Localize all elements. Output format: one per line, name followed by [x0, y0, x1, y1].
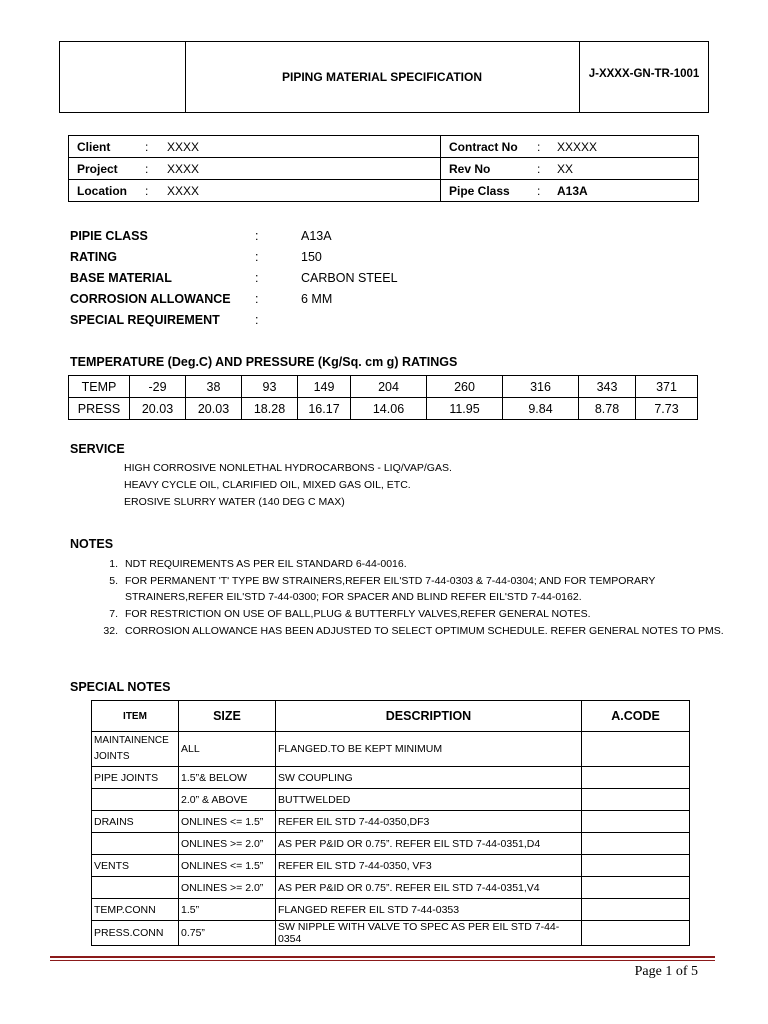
rev-value: XX: [557, 161, 574, 176]
note-number: 1.: [109, 558, 118, 570]
note-text: STRAINERS,REFER EIL'STD 7-44-0300; FOR SPACER AND BLIND REFER EIL'STD 7-44-0162.: [125, 591, 582, 603]
service-heading: SERVICE: [70, 442, 125, 456]
project-label: Project: [77, 161, 118, 176]
colon: :: [145, 183, 149, 198]
property-label: SPECIAL REQUIREMENT: [70, 313, 220, 327]
table-cell: 316: [503, 376, 579, 398]
table-cell: REFER EIL STD 7-44-0350,DF3: [276, 811, 582, 833]
client-value: XXXX: [167, 139, 200, 154]
table-cell: 149: [298, 376, 351, 398]
table-header-row: [92, 701, 690, 732]
property-row: [0, 271, 768, 291]
table-cell: MAINTAINENCE JOINTS: [92, 732, 179, 767]
table-cell: [582, 789, 690, 811]
project-info-table: [68, 135, 699, 202]
temp-row: [69, 376, 698, 398]
table-row: [92, 877, 690, 899]
property-row: [0, 292, 768, 312]
pipe-class-label: Pipe Class: [449, 183, 510, 198]
colon: :: [145, 161, 149, 176]
press-label: PRESS: [69, 398, 130, 420]
table-cell: PRESS.CONN: [92, 921, 179, 946]
ratings-heading: TEMPERATURE (Deg.C) AND PRESSURE (Kg/Sq. cm g) RATINGS: [70, 355, 458, 369]
page-number: Page 1 of 5: [634, 964, 698, 979]
table-cell: 0.75”: [179, 921, 276, 946]
table-cell: 20.03: [186, 398, 242, 420]
property-label: CORROSION ALLOWANCE: [70, 292, 231, 306]
colon: :: [255, 229, 259, 243]
service-line: EROSIVE SLURRY WATER (140 DEG C MAX): [124, 496, 345, 508]
table-cell: 93: [242, 376, 298, 398]
note-number: 5.: [109, 575, 118, 587]
table-cell: [582, 855, 690, 877]
logo-cell: [60, 42, 186, 112]
table-cell: [92, 877, 179, 899]
column-header: SIZE: [179, 701, 276, 732]
pipe-class-value: A13A: [557, 183, 588, 198]
table-cell: ONLINES >= 2.0”: [179, 833, 276, 855]
note-text: FOR RESTRICTION ON USE OF BALL,PLUG & BUTTERFLY VALVES,REFER GENERAL NOTES.: [125, 608, 591, 620]
table-cell: AS PER P&ID OR 0.75”. REFER EIL STD 7-44-0351,D4: [276, 833, 582, 855]
client-label: Client: [77, 139, 111, 154]
colon: :: [255, 271, 259, 285]
table-cell: PIPE JOINTS: [92, 767, 179, 789]
table-cell: TEMP.CONN: [92, 899, 179, 921]
table-cell: [92, 789, 179, 811]
note-text: CORROSION ALLOWANCE HAS BEEN ADJUSTED TO SELECT OPTIMUM SCHEDULE. REFER GENERAL NOTES TO PMS.: [125, 625, 724, 637]
property-value: A13A: [301, 229, 332, 243]
special-notes-heading: SPECIAL NOTES: [70, 680, 171, 694]
table-row: [92, 767, 690, 789]
property-row: [0, 250, 768, 270]
table-cell: FLANGED REFER EIL STD 7-44-0353: [276, 899, 582, 921]
property-row: [0, 229, 768, 249]
press-row: [69, 398, 698, 420]
colon: :: [537, 161, 541, 176]
table-cell: ALL: [179, 732, 276, 767]
table-cell: 16.17: [298, 398, 351, 420]
table-cell: ONLINES >= 2.0”: [179, 877, 276, 899]
table-cell: 1.5”& BELOW: [179, 767, 276, 789]
table-cell: [92, 833, 179, 855]
table-cell: ONLINES <= 1.5”: [179, 855, 276, 877]
table-cell: 18.28: [242, 398, 298, 420]
table-cell: [582, 921, 690, 946]
colon: :: [255, 292, 259, 306]
table-cell: 38: [186, 376, 242, 398]
property-value: 150: [301, 250, 322, 264]
note-text: FOR PERMANENT 'T' TYPE BW STRAINERS,REFER EIL'STD 7-44-0303 & 7-44-0304; AND FOR TEMPORARY: [125, 575, 656, 587]
colon: :: [537, 139, 541, 154]
note-text: NDT REQUIREMENTS AS PER EIL STANDARD 6-44-0016.: [125, 558, 407, 570]
table-cell: [582, 811, 690, 833]
table-cell: 8.78: [579, 398, 636, 420]
table-cell: DRAINS: [92, 811, 179, 833]
table-cell: [582, 833, 690, 855]
table-cell: 1.5”: [179, 899, 276, 921]
property-label: RATING: [70, 250, 117, 264]
column-header: A.CODE: [582, 701, 690, 732]
ratings-table: [68, 375, 698, 420]
project-value: XXXX: [167, 161, 200, 176]
temp-label: TEMP: [69, 376, 130, 398]
table-cell: -29: [130, 376, 186, 398]
notes-heading: NOTES: [70, 537, 114, 551]
table-row: [92, 855, 690, 877]
location-label: Location: [77, 183, 127, 198]
table-cell: SW COUPLING: [276, 767, 582, 789]
table-row: [92, 833, 690, 855]
property-row: [0, 313, 768, 333]
document-title: PIPING MATERIAL SPECIFICATION: [185, 42, 580, 112]
table-cell: [582, 877, 690, 899]
colon: :: [255, 313, 259, 327]
property-value: CARBON STEEL: [301, 271, 398, 285]
location-value: XXXX: [167, 183, 200, 198]
table-cell: 260: [427, 376, 503, 398]
table-cell: 11.95: [427, 398, 503, 420]
table-cell: AS PER P&ID OR 0.75”. REFER EIL STD 7-44-0351,V4: [276, 877, 582, 899]
contract-label: Contract No: [449, 139, 518, 154]
contract-value: XXXXX: [557, 139, 598, 154]
table-cell: 9.84: [503, 398, 579, 420]
table-cell: 20.03: [130, 398, 186, 420]
document-number: J-XXXX-GN-TR-1001: [588, 68, 700, 80]
table-cell: ONLINES <= 1.5”: [179, 811, 276, 833]
document-header: [59, 41, 709, 113]
property-label: PIPIE CLASS: [70, 229, 148, 243]
column-header: DESCRIPTION: [276, 701, 582, 732]
column-header: ITEM: [92, 701, 179, 732]
note-number: 32.: [103, 625, 118, 637]
table-cell: BUTTWELDED: [276, 789, 582, 811]
table-cell: VENTS: [92, 855, 179, 877]
colon: :: [537, 183, 541, 198]
property-value: 6 MM: [301, 292, 333, 306]
table-cell: 204: [351, 376, 427, 398]
service-line: HEAVY CYCLE OIL, CLARIFIED OIL, MIXED GAS OIL, ETC.: [124, 479, 411, 491]
table-row: [92, 732, 690, 767]
table-cell: SW NIPPLE WITH VALVE TO SPEC AS PER EIL STD 7-44-0354: [276, 921, 582, 946]
table-cell: 343: [579, 376, 636, 398]
table-cell: 7.73: [636, 398, 698, 420]
note-number: 7.: [109, 608, 118, 620]
colon: :: [145, 139, 149, 154]
table-cell: 2.0” & ABOVE: [179, 789, 276, 811]
service-line: HIGH CORROSIVE NONLETHAL HYDROCARBONS - LIQ/VAP/GAS.: [124, 462, 452, 474]
table-cell: FLANGED.TO BE KEPT MINIMUM: [276, 732, 582, 767]
special-notes-table: [91, 700, 690, 946]
table-row: [92, 811, 690, 833]
table-row: [92, 789, 690, 811]
rev-label: Rev No: [449, 161, 491, 176]
table-cell: REFER EIL STD 7-44-0350, VF3: [276, 855, 582, 877]
table-cell: [582, 732, 690, 767]
colon: :: [255, 250, 259, 264]
table-cell: [582, 767, 690, 789]
table-cell: 371: [636, 376, 698, 398]
footer-rule: [50, 956, 715, 958]
table-row: [92, 899, 690, 921]
table-cell: 14.06: [351, 398, 427, 420]
table-row: [92, 921, 690, 946]
footer-rule: [50, 960, 715, 961]
property-label: BASE MATERIAL: [70, 271, 172, 285]
table-cell: [582, 899, 690, 921]
